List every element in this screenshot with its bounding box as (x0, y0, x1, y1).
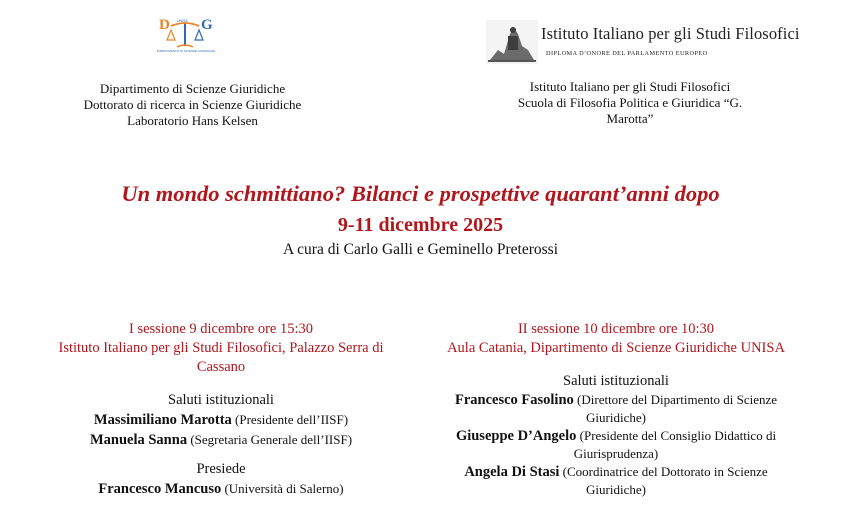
event-title: Un mondo schmittiano? Bilanci e prospettive quarant’anni dopo (121, 181, 720, 206)
iisf-logo-subtitle: DIPLOMA D’ONORE DEL PARLAMENTO EUROPEO (546, 50, 708, 57)
session-1-location-line2: Cassano (196, 359, 246, 375)
chair-name: Francesco Mancuso (98, 481, 222, 497)
chair-entry (31, 479, 411, 499)
greeting-name: Angela Di Stasi (464, 464, 560, 480)
chair-role: (Università di Salerno) (224, 481, 344, 496)
greeting-role: (Segretaria Generale dell’IISF) (190, 432, 353, 447)
session-2-greetings-label: Saluti istituzionali (563, 373, 669, 389)
left-header-line3: Laboratorio Hans Kelsen (127, 113, 258, 128)
session-2 (426, 320, 806, 499)
right-header-line2: Scuola di Filosofia Politica e Giuridica “G. (517, 95, 743, 110)
greeting-name: Massimiliano Marotta (93, 412, 232, 428)
session-1-chair-label: Presiede (196, 461, 246, 477)
greeting-role-cont: Giurisprudenza) (573, 446, 659, 461)
logo-initial-left: D (159, 17, 170, 33)
iisf-logo (486, 20, 800, 64)
greeting-name: Manuela Sanna (89, 432, 188, 448)
session-1-heading: I sessione 9 dicembre ore 15:30 (128, 321, 314, 337)
session-1-greetings-label: Saluti istituzionali (168, 392, 274, 408)
session-1-location-line1: Istituto Italiano per gli Studi Filosofici, Palazzo Serra di (58, 340, 384, 356)
greeting-entry (426, 427, 806, 445)
greeting-entry (31, 430, 411, 450)
logo-initial-right: G (201, 17, 213, 33)
iisf-logo-name: Istituto Italiano per gli Studi Filosofici (541, 24, 800, 43)
greeting-name: Giuseppe D’Angelo (455, 428, 577, 444)
greeting-name: Francesco Fasolino (454, 392, 574, 408)
right-header-line3: Marotta” (606, 111, 654, 126)
logo-caption: DIPARTIMENTO DI SCIENZE GIURIDICHE (157, 49, 215, 53)
session-1 (31, 320, 411, 499)
dsg-logo-icon (157, 14, 215, 58)
logo-tiny-text: UNISA (177, 19, 188, 23)
greeting-role-cont: Giuridiche) (586, 410, 646, 425)
greeting-role: (Coordinatrice del Dottorato in Scienze (562, 464, 768, 479)
greeting-entry (426, 391, 806, 409)
greeting-role: (Direttore del Dipartimento di Scienze (577, 392, 778, 407)
session-2-heading: II sessione 10 dicembre ore 10:30 (517, 321, 715, 337)
greeting-entry (31, 410, 411, 430)
session-2-location: Aula Catania, Dipartimento di Scienze Giuridiche UNISA (447, 340, 785, 356)
greeting-role-cont: Giuridiche) (586, 482, 646, 497)
greeting-role: (Presidente dell’IISF) (235, 412, 349, 427)
left-header-line1: Dipartimento di Scienze Giuridiche (99, 81, 286, 96)
event-dates: 9-11 dicembre 2025 (337, 214, 504, 236)
left-header (40, 81, 345, 129)
svg-text:DIPARTIMENTO DI SCIENZE GIURID (157, 49, 215, 53)
left-header-line2: Dottorato di ricerca in Scienze Giuridiche (83, 97, 302, 112)
greeting-entry (426, 463, 806, 481)
iisf-logo-icon (486, 20, 538, 64)
event-curators: A cura di Carlo Galli e Geminello Preterossi (282, 241, 559, 258)
greeting-role: (Presidente del Consiglio Didattico di (579, 428, 777, 443)
right-header (495, 79, 765, 127)
right-header-line1: Istituto Italiano per gli Studi Filosofici (529, 79, 731, 94)
